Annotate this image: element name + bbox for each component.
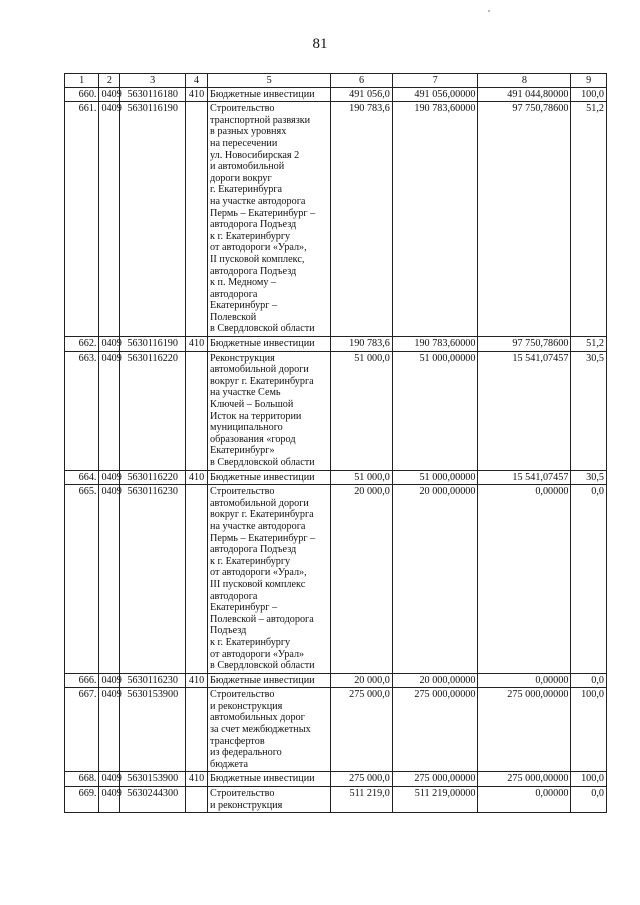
planned-amount-cell: 190 783,60000 (392, 102, 478, 337)
table-row (65, 102, 607, 337)
item-name-cell: Строительство и реконструкция автомобильных дорог за счет межбюджетных трансфертов из федерального бюджета (208, 688, 331, 772)
planned-amount-cell: 20 000,00000 (392, 673, 478, 688)
expense-type-cell: 410 (186, 772, 208, 787)
column-header: 1 (65, 74, 99, 88)
column-header: 3 (120, 74, 186, 88)
expense-type-cell: 410 (186, 470, 208, 485)
section-code-cell: 0409 (99, 485, 120, 674)
section-code-cell: 0409 (99, 102, 120, 337)
target-code-cell: 5630116190 (120, 337, 186, 352)
executed-amount-cell: 275 000,00000 (478, 772, 571, 787)
expense-type-cell (186, 485, 208, 674)
item-name-cell: Бюджетные инвестиции (208, 87, 331, 102)
table-body (65, 87, 607, 813)
section-code-cell: 0409 (99, 470, 120, 485)
executed-amount-cell: 15 541,07457 (478, 470, 571, 485)
table-row (65, 485, 607, 674)
row-number-cell: 668. (65, 772, 99, 787)
approved-amount-cell: 190 783,6 (331, 102, 393, 337)
section-code-cell: 0409 (99, 787, 120, 813)
executed-amount-cell: 0,00000 (478, 485, 571, 674)
execution-percent-cell: 30,5 (571, 351, 607, 470)
item-name-cell: Бюджетные инвестиции (208, 470, 331, 485)
execution-percent-cell: 0,0 (571, 673, 607, 688)
approved-amount-cell: 20 000,0 (331, 673, 393, 688)
table-row (65, 470, 607, 485)
execution-percent-cell: 0,0 (571, 787, 607, 813)
target-code-cell: 5630116180 (120, 87, 186, 102)
executed-amount-cell: 15 541,07457 (478, 351, 571, 470)
header-row (65, 74, 607, 88)
section-code-cell: 0409 (99, 87, 120, 102)
section-code-cell: 0409 (99, 337, 120, 352)
column-header: 7 (392, 74, 478, 88)
table-row (65, 87, 607, 102)
budget-table (64, 73, 607, 813)
planned-amount-cell: 275 000,00000 (392, 688, 478, 772)
section-code-cell: 0409 (99, 351, 120, 470)
section-code-cell: 0409 (99, 688, 120, 772)
executed-amount-cell: 97 750,78600 (478, 337, 571, 352)
target-code-cell: 5630244300 (120, 787, 186, 813)
table-row (65, 351, 607, 470)
approved-amount-cell: 275 000,0 (331, 772, 393, 787)
target-code-cell: 5630116190 (120, 102, 186, 337)
item-name-cell: Строительство автомобильной дороги вокруг г. Екатеринбурга на участке автодорога Пермь – Екатеринбург – автодорога Подъезд к г. Екатеринбургу от автодороги «Урал», III пусковой комплекс автодорога Екатеринбург – Полевской – автодорога Подъезд к г. Екатеринбургу от автодороги «Урал» в Свердловской области (208, 485, 331, 674)
table-header (65, 74, 607, 88)
row-number-cell: 664. (65, 470, 99, 485)
table-row (65, 787, 607, 813)
approved-amount-cell: 51 000,0 (331, 470, 393, 485)
item-name-cell: Бюджетные инвестиции (208, 673, 331, 688)
item-name-cell: Бюджетные инвестиции (208, 337, 331, 352)
approved-amount-cell: 20 000,0 (331, 485, 393, 674)
page-number: 81 (312, 36, 328, 52)
executed-amount-cell: 0,00000 (478, 787, 571, 813)
table-row (65, 688, 607, 772)
item-name-cell: Строительство транспортной развязки в разных уровнях на пересечении ул. Новосибирская 2 и автомобильной дороги вокруг г. Екатеринбурга на участке автодорога Пермь – Екатеринбург – автодорога Подъезд к г. Екатеринбургу от автодороги «Урал», II пусковой комплекс, автодорога Подъезд к п. Медному – автодорога Екатеринбург – Полевской в Свердловской области (208, 102, 331, 337)
executed-amount-cell: 491 044,80000 (478, 87, 571, 102)
target-code-cell: 5630116220 (120, 351, 186, 470)
column-header: 4 (186, 74, 208, 88)
planned-amount-cell: 491 056,00000 (392, 87, 478, 102)
row-number-cell: 666. (65, 673, 99, 688)
scan-speck (488, 10, 490, 12)
column-header: 9 (571, 74, 607, 88)
execution-percent-cell: 100,0 (571, 772, 607, 787)
execution-percent-cell: 100,0 (571, 688, 607, 772)
planned-amount-cell: 51 000,00000 (392, 351, 478, 470)
expense-type-cell (186, 787, 208, 813)
approved-amount-cell: 51 000,0 (331, 351, 393, 470)
expense-type-cell: 410 (186, 87, 208, 102)
row-number-cell: 662. (65, 337, 99, 352)
item-name-cell: Бюджетные инвестиции (208, 772, 331, 787)
row-number-cell: 663. (65, 351, 99, 470)
table-row (65, 772, 607, 787)
column-header: 6 (331, 74, 393, 88)
planned-amount-cell: 511 219,00000 (392, 787, 478, 813)
planned-amount-cell: 275 000,00000 (392, 772, 478, 787)
expense-type-cell (186, 688, 208, 772)
execution-percent-cell: 100,0 (571, 87, 607, 102)
executed-amount-cell: 0,00000 (478, 673, 571, 688)
execution-percent-cell: 51,2 (571, 337, 607, 352)
section-code-cell: 0409 (99, 772, 120, 787)
planned-amount-cell: 51 000,00000 (392, 470, 478, 485)
execution-percent-cell: 0,0 (571, 485, 607, 674)
planned-amount-cell: 190 783,60000 (392, 337, 478, 352)
column-header: 2 (99, 74, 120, 88)
expense-type-cell (186, 102, 208, 337)
target-code-cell: 5630153900 (120, 688, 186, 772)
section-code-cell: 0409 (99, 673, 120, 688)
target-code-cell: 5630116220 (120, 470, 186, 485)
table-row (65, 673, 607, 688)
row-number-cell: 669. (65, 787, 99, 813)
row-number-cell: 667. (65, 688, 99, 772)
expense-type-cell (186, 351, 208, 470)
target-code-cell: 5630116230 (120, 673, 186, 688)
row-number-cell: 661. (65, 102, 99, 337)
expense-type-cell: 410 (186, 337, 208, 352)
approved-amount-cell: 275 000,0 (331, 688, 393, 772)
execution-percent-cell: 51,2 (571, 102, 607, 337)
column-header: 8 (478, 74, 571, 88)
target-code-cell: 5630153900 (120, 772, 186, 787)
execution-percent-cell: 30,5 (571, 470, 607, 485)
approved-amount-cell: 190 783,6 (331, 337, 393, 352)
approved-amount-cell: 511 219,0 (331, 787, 393, 813)
executed-amount-cell: 97 750,78600 (478, 102, 571, 337)
row-number-cell: 660. (65, 87, 99, 102)
table-row (65, 337, 607, 352)
executed-amount-cell: 275 000,00000 (478, 688, 571, 772)
planned-amount-cell: 20 000,00000 (392, 485, 478, 674)
row-number-cell: 665. (65, 485, 99, 674)
item-name-cell: Строительство и реконструкция (208, 787, 331, 813)
column-header: 5 (208, 74, 331, 88)
approved-amount-cell: 491 056,0 (331, 87, 393, 102)
target-code-cell: 5630116230 (120, 485, 186, 674)
item-name-cell: Реконструкция автомобильной дороги вокруг г. Екатеринбурга на участке Семь Ключей – Большой Исток на территории муниципального образования «город Екатеринбург» в Свердловской области (208, 351, 331, 470)
expense-type-cell: 410 (186, 673, 208, 688)
